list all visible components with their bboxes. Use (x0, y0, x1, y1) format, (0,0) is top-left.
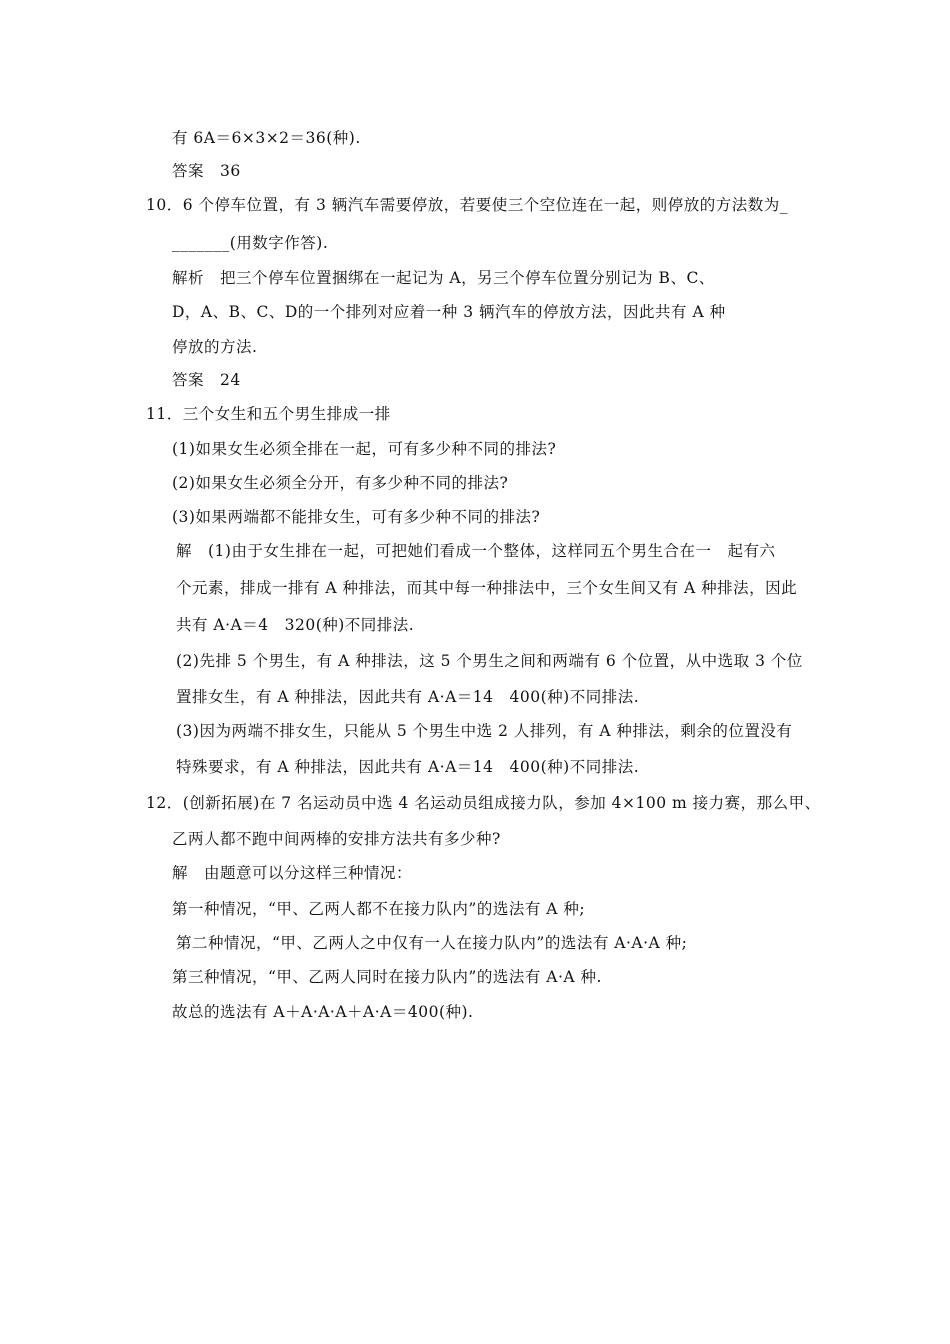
answer-line: 答案 24 (172, 371, 241, 389)
question-12-cont: 乙两人都不跑中间两棒的安排方法共有多少种? (172, 830, 501, 848)
question-10-cont: _______(用数字作答). (172, 234, 329, 252)
question-10: 10．6 个停车位置，有 3 辆汽车需要停放，若要使三个空位连在一起，则停放的方法数为_ (146, 196, 788, 214)
solution-line: 个元素，排成一排有 A 种排法，而其中每一种排法中，三个女生间又有 A 种排法，因此 (176, 579, 798, 597)
question-11-part-2: (2)如果女生必须全分开，有多少种不同的排法? (172, 474, 509, 492)
solution-line: 故总的选法有 A＋A·A·A＋A·A＝400(种). (172, 1003, 474, 1021)
solution-line: 第二种情况，“甲、乙两人之中仅有一人在接力队内”的选法有 A·A·A 种; (176, 934, 688, 952)
solution-line: 特殊要求，有 A 种排法，因此共有 A·A＝14 400(种)不同排法. (176, 758, 640, 776)
solution-line: 共有 A·A＝4 320(种)不同排法. (176, 616, 415, 634)
question-11-part-3: (3)如果两端都不能排女生，可有多少种不同的排法? (172, 508, 541, 526)
solution-line: 置排女生，有 A 种排法，因此共有 A·A＝14 400(种)不同排法. (176, 688, 640, 706)
analysis-line: D，A、B、C、D的一个排列对应着一种 3 辆汽车的停放方法，因此共有 A 种 (172, 303, 726, 321)
solution-line: 第一种情况，“甲、乙两人都不在接力队内”的选法有 A 种; (172, 900, 586, 918)
question-12: 12．(创新拓展)在 7 名运动员中选 4 名运动员组成接力队，参加 4×100 m 接力赛，那么甲、 (146, 794, 821, 812)
solution-line: 解 (1)由于女生排在一起，可把她们看成一个整体，这样同五个男生合在一 起有六 (176, 542, 776, 560)
answer-line: 答案 36 (172, 162, 241, 180)
text-line: 有 6A＝6×3×2＝36(种). (172, 129, 361, 147)
solution-line: (3)因为两端不排女生，只能从 5 个男生中选 2 人排列，有 A 种排法，剩余的位置没有 (176, 722, 793, 740)
analysis-line: 停放的方法. (172, 338, 258, 356)
solution-line: (2)先排 5 个男生，有 A 种排法，这 5 个男生之间和两端有 6 个位置，从中选取 3 个位 (176, 652, 803, 670)
solution-line: 解 由题意可以分这样三种情况： (172, 864, 413, 882)
analysis-line: 解析 把三个停车位置捆绑在一起记为 A，另三个停车位置分别记为 B、C、 (172, 269, 715, 287)
solution-line: 第三种情况，“甲、乙两人同时在接力队内”的选法有 A·A 种. (172, 968, 602, 986)
question-11: 11．三个女生和五个男生排成一排 (146, 405, 391, 423)
question-11-part-1: (1)如果女生必须全排在一起，可有多少种不同的排法? (172, 440, 557, 458)
